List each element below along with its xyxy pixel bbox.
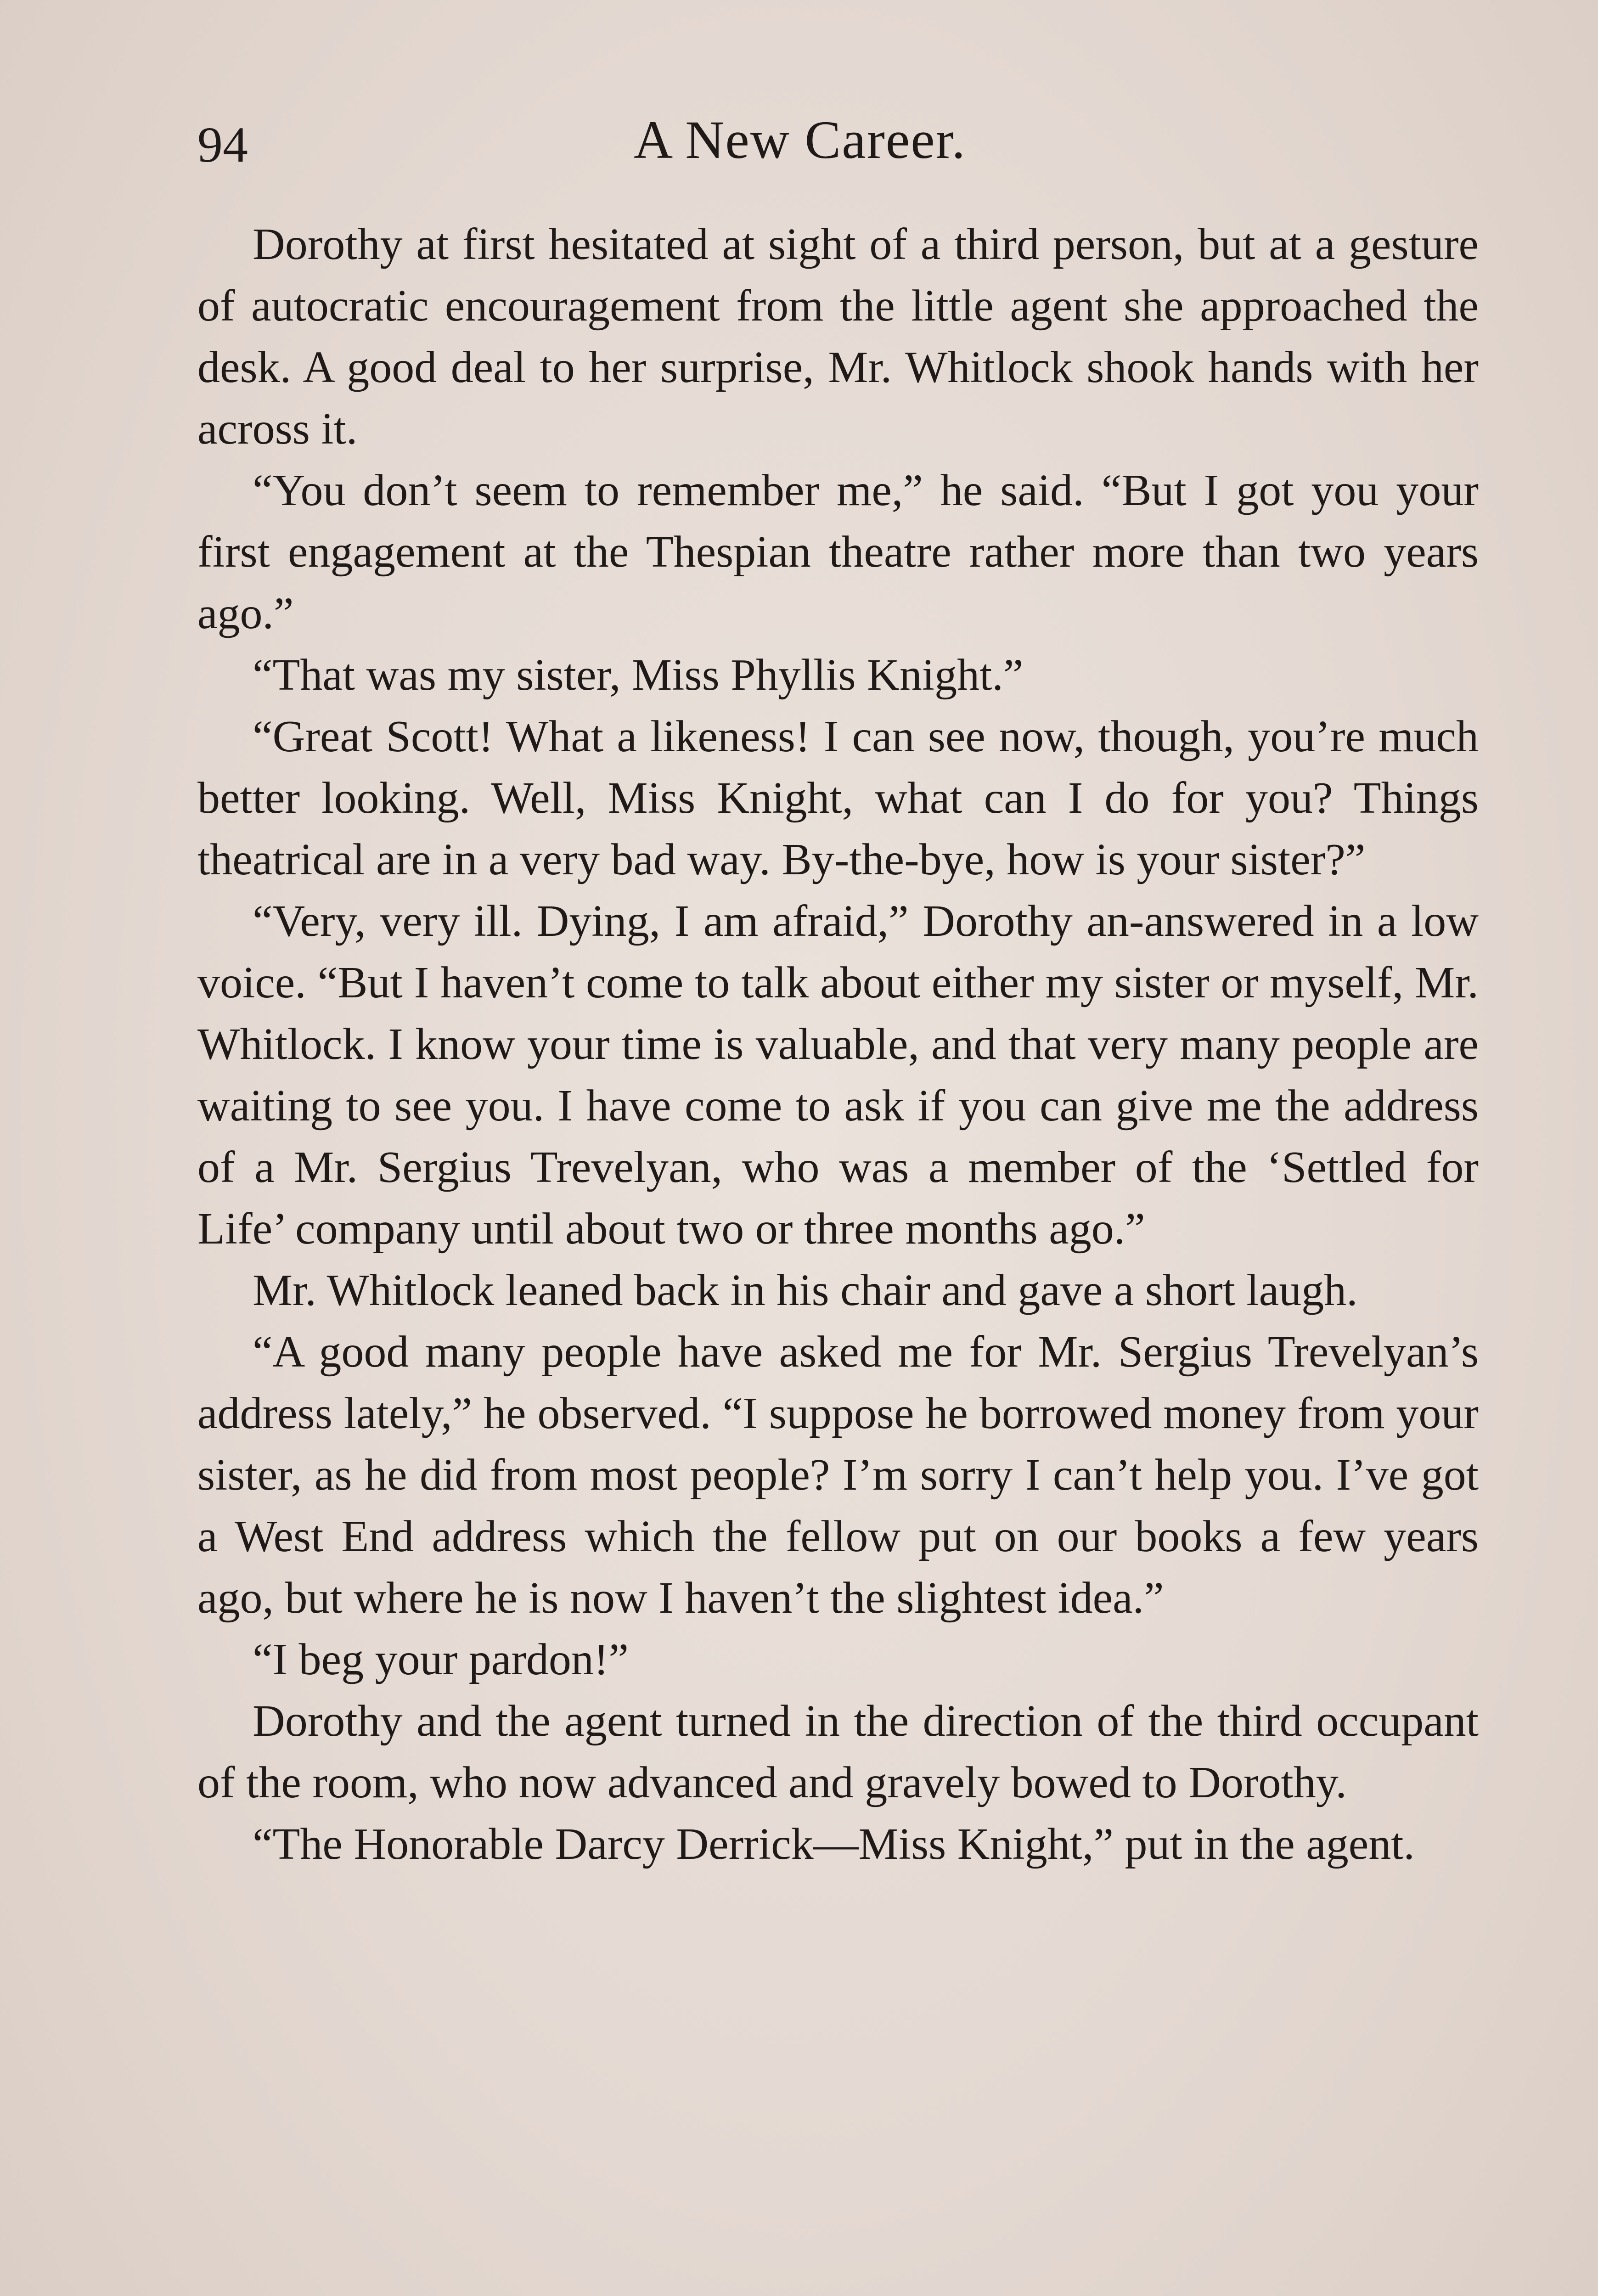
page-number: 94 [197,117,248,173]
body-text [197,214,1479,1875]
paragraph: “A good many people have asked me for Mr. Sergius Trevelyan’s address lately,” he observed. “I suppose he borrowed money from your sister, as he did from most people? I’m sorry I can’t help you. I’ve got a West End address which the fellow put on our books a few years ago, but where he is now I haven’t the slightest idea.” [197,1327,1479,1623]
paragraph: “The Honorable Darcy Derrick—Miss Knight,” put in the agent. [253,1819,1415,1869]
paragraph: Mr. Whitlock leaned back in his chair and gave a short laugh. [253,1266,1358,1315]
paragraph: “I beg your pardon!” [253,1635,629,1684]
paragraph: “Great Scott! What a likeness! I can see now, though, you’re much better looking. Well, Miss Knight, what can I do for you? Things theatrical are in a very bad way. By-the-bye, how is your sister?” [197,712,1479,884]
paragraph: “Very, very ill. Dying, I am afraid,” Dorothy an-answered in a low voice. “But I haven’t come to talk about either my sister or myself, Mr. Whitlock. I know your time is valuable, and that very many people are waiting to see you. I have come to ask if you can give me the address of a Mr. Sergius Trevelyan, who was a member of the ‘Settled for Life’ company until about two or three months ago.” [197,896,1479,1254]
paragraph: “You don’t seem to remember me,” he said. “But I got you your first engagement at the Thespian theatre rather more than two years ago.” [197,466,1479,638]
paragraph: Dorothy and the agent turned in the direction of the third occupant of the room, who now advanced and gravely bowed to Dorothy. [197,1696,1479,1807]
paragraph: Dorothy at first hesitated at sight of a third person, but at a gesture of autocratic encouragement from the little agent she approached the desk. A good deal to her surprise, Mr. Whitlock shook hands with her across it. [197,219,1479,454]
running-title: A New Career. [634,110,966,170]
paragraph: “That was my sister, Miss Phyllis Knight.” [253,650,1024,700]
page-header [197,106,1483,174]
